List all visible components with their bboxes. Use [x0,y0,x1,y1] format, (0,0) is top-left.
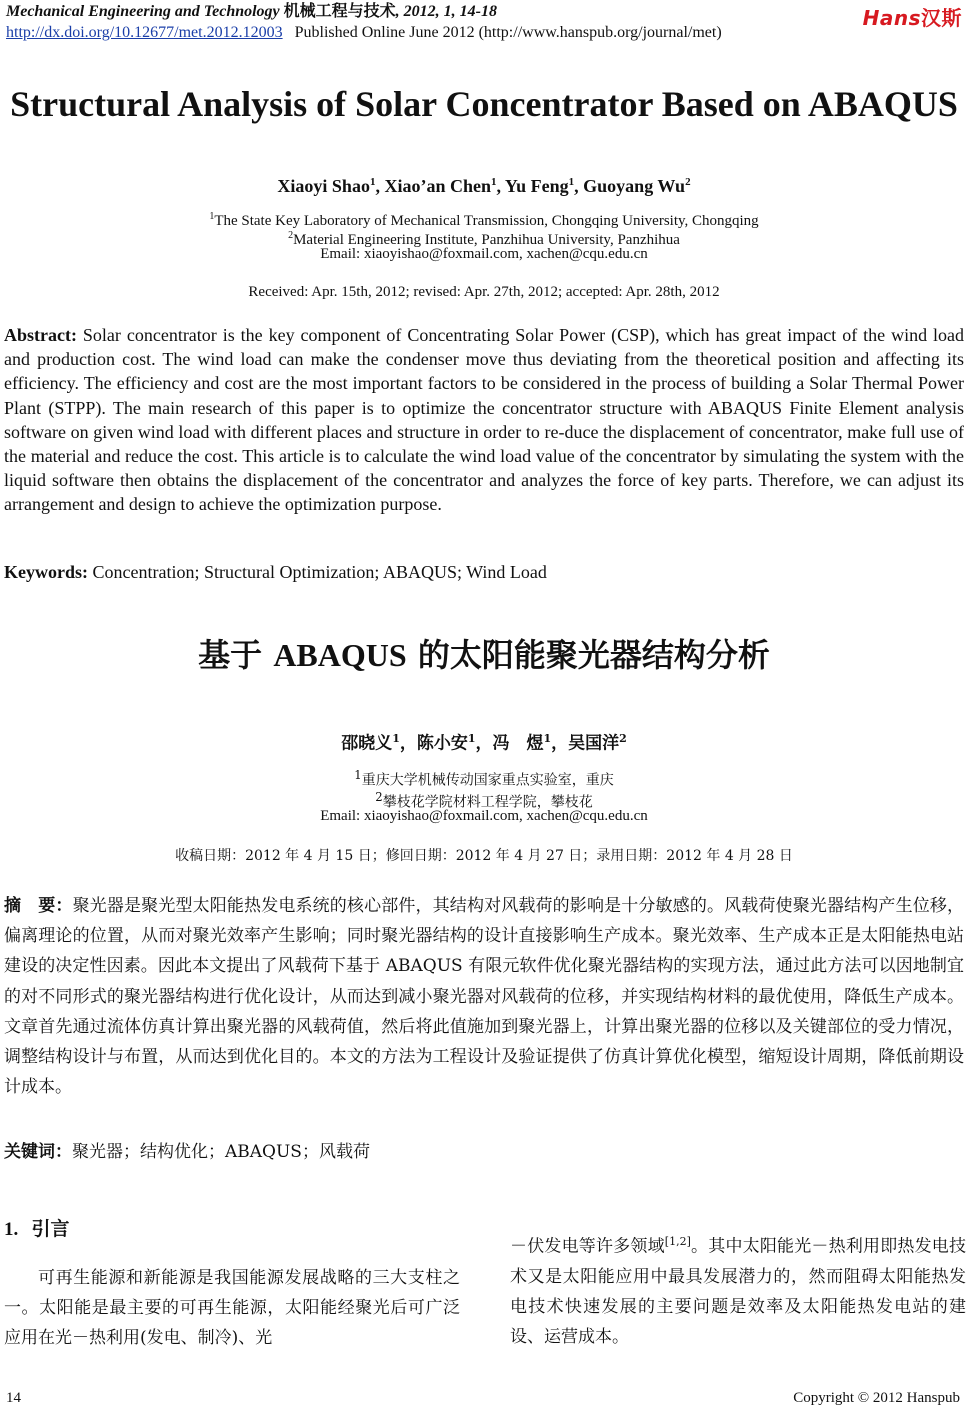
keywords-cn [4,1140,964,1164]
author-name-cn: 邵晓义 [341,733,393,754]
doi-line [6,23,962,43]
author-affil-sup: 1 [392,732,400,745]
author-list [0,171,968,197]
author-separator: , [574,176,584,196]
author-affil-sup: 2 [685,176,691,188]
body-column-left: 可再生能源和新能源是我国能源发展战略的三大支柱之一。太阳能是最主要的可再生能源，太阳能经聚光后可广泛应用在光－热利用(发电、制冷)、光 [4,1268,460,1349]
paragraph-text: 。其中太阳能光－热利用即热发电技术又是太阳能应用中最具发展潜力的，然而阻碍太阳能热发电技术快速发展的主要问题是效率及太阳能热发电站的建设、运营成本。 [510,1236,967,1348]
section-number: 1. [4,1219,19,1240]
author-affil-sup: 1 [543,732,552,745]
author-affil-sup: 1 [490,176,497,188]
doi-link[interactable]: http://dx.doi.org/10.12677/met.2012.12003 [6,24,283,41]
abstract-text-cn: 聚光器是聚光型太阳能热发电系统的核心部件，其结构对风载荷的影响是十分敏感的。风载荷使聚光器结构产生位移，偏离理论的位置，从而对聚光效率产生影响；同时聚光器结构的设计直接影响生产成本。聚光效率、生产成本正是太阳能热电站建设的决定性因素。因此本文提出了风载荷下基于 ABAQUS 有限元软件优化聚光器结构的实现方法，通过此方法可以因地制宜的对不同形式的聚光器结构进行优化设计，从而达到减小聚光器对风载荷的位移，并实现结构材料的最优使用，降低生产成本。文章首先通过流体仿真计算出聚光器的风载荷值，然后将此值施加到聚光器上，计算出聚光器的位移以及关键部位的受力情况，调整结构设计与布置，从而达到优化目的。本文的方法为工程设计及验证提供了仿真计算优化模型，缩短设计周期，降低前期设计成本。 [4,896,965,1098]
author-separator: ， [399,733,417,754]
email-text: Email: xiaoyishao@foxmail.com, xachen@cqu.edu.cn [320,808,648,824]
journal-name-en: Mechanical Engineering and Technology [6,3,280,20]
title-cn-en-part: ABAQUS [273,637,407,673]
keywords-label: Keywords: [4,562,88,582]
received-dates-cn: 收稿日期：2012 年 4 月 15 日；修回日期：2012 年 4 月 27 日；录用日期：2012 年 4 月 28 日 [175,848,793,864]
author-affil-sup: 1 [568,176,575,188]
abstract-label: Abstract: [4,325,77,345]
title-cn-prefix: 基于 [198,636,274,674]
affiliation-text: Material Engineering Institute, Panzhihua University, Panzhihua [293,232,680,248]
affiliation-text: The State Key Laboratory of Mechanical Transmission, Chongqing University, Chongqing [214,213,759,229]
received-dates: Received: Apr. 15th, 2012; revised: Apr. 27th, 2012; accepted: Apr. 28th, 2012 [248,284,720,300]
paper-title-cn [0,633,968,677]
abstract-label-cn: 摘 要： [4,896,73,916]
section-heading [4,1215,70,1244]
abstract-text: Solar concentrator is the key component of Concentrating Solar Power (CSP), which has great impact of the wind load and production cost. The wind load can make the condenser move thus deviating from the theoretical position and affecting its efficiency. The efficiency and cost are the most important factors to be considered in the process of building a Solar Thermal Power Plant (STPP). The main research of this paper is to optimize the concentrator structure with ABAQUS Finite Element analysis software on given wind load with different places and structure in order to re-duce the displacement of concentrator, make full use of the material and reduce the cost. This article is to calculate the wind load value of the concentrator by simulating the system with the liquid software then obtains the displacement of the concentrator and analyzes the force of key parts. Therefore, we can adjust its arrangement and design to achieve the optimization purpose. [4,325,964,515]
author-name-cn: 吴国洋 [568,733,620,754]
affiliation-sup: 2 [288,230,294,241]
journal-name-cn: 机械工程与技术 [283,3,396,20]
abstract-cn [4,891,964,1102]
keywords-label-cn: 关键词： [4,1142,72,1162]
author-separator: ， [551,733,569,754]
author-separator: , [375,176,385,196]
author-affil-sup: 1 [467,732,476,745]
paragraph-text: －伏发电等许多领域 [510,1236,665,1257]
logo-text-cn: 汉斯 [921,6,962,30]
author-separator: ， [475,733,493,754]
affiliation-text: 重庆大学机械传动国家重点实验室，重庆 [361,772,614,789]
logo-text-en: Hans [862,6,921,30]
author-affil-sup: 2 [619,732,627,745]
paper-title: Structural Analysis of Solar Concentrator Based on ABAQUS [10,84,958,124]
author-separator: , [496,176,505,196]
author-name-cn: 冯 煜 [492,733,544,754]
keywords-text: Concentration; Structural Optimization; ABAQUS; Wind Load [92,562,547,582]
page-header [6,2,962,43]
author-list-cn [0,728,968,755]
author-affil-sup: 1 [369,176,376,188]
author-name: Xiao’an Chen [384,176,491,196]
journal-citation: , 2012, 1, 14-18 [395,3,497,20]
author-name: Yu Feng [504,176,569,196]
affiliation-sup: 1 [354,768,362,782]
affiliation-cn-1 [0,766,968,791]
section-title: 引言 [31,1218,70,1240]
body-column-right [510,1227,966,1352]
citation-ref[interactable]: [1,2] [664,1235,691,1248]
keywords-en [4,561,964,583]
page-number: 14 [6,1390,21,1406]
author-email: Email: xiaoyishao@foxmail.com, xachen@cqu.edu.cn [320,246,648,262]
title-cn-suffix: 的太阳能聚光器结构分析 [406,636,770,674]
keywords-text-cn: 聚光器；结构优化；ABAQUS；风载荷 [72,1142,370,1162]
author-email-cn [0,807,968,826]
hanspub-logo [863,2,962,31]
abstract-en [4,323,964,517]
affiliation-sup: 2 [375,790,383,804]
affiliation-text: 攀枝花学院材料工程学院，攀枝花 [382,794,593,811]
affiliation-sup: 1 [209,211,215,222]
copyright-notice: Copyright © 2012 Hanspub [793,1390,960,1406]
published-online: Published Online June 2012 (http://www.hanspub.org/journal/met) [294,24,722,41]
author-name: Guoyang Wu [583,176,686,196]
author-name: Xiaoyi Shao [277,176,370,196]
author-name-cn: 陈小安 [416,733,468,754]
journal-line [6,2,962,22]
